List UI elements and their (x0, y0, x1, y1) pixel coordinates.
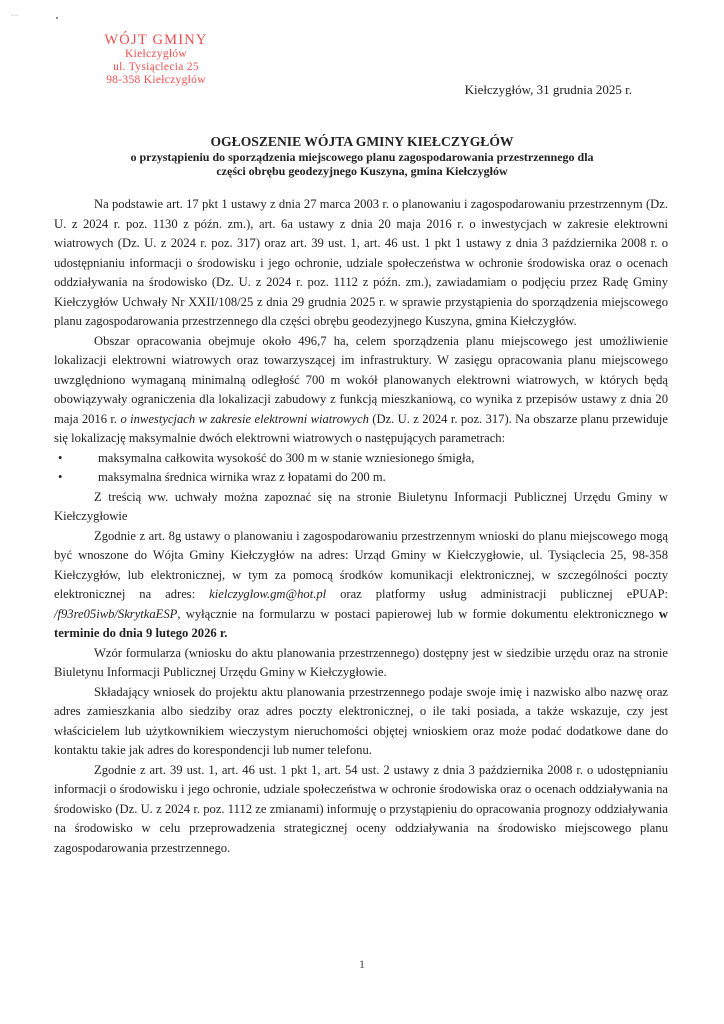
italic-act-title: o inwestycjach w zakresie elektrowni wiatrowych (120, 411, 369, 426)
title-main: OGŁOSZENIE WÓJTA GMINY KIEŁCZYGŁÓW (210, 134, 514, 149)
bullet-icon: • (58, 470, 63, 484)
stamp-line-street: ul. Tysiąclecia 25 (113, 61, 199, 73)
paragraph-bip-reference: Z treścią ww. uchwały można zapoznać się na stronie Biuletynu Informacji Publicznej Urzędu Gminy w Kiełczygłowie (54, 489, 668, 523)
text-span: Zgodnie z art. 8g ustawy o planowaniu i zagospodarowaniu przestrzennym wnioski do planu miejscowego mogą być wnoszone do Wójta Gminy Kiełczygłów na adres: Urząd Gminy w Kiełczygłowie, ul. Tysiąclecia 25, 98-358 Kiełczygłów, lub elektronicznej, w tym za pomocą środków komunikacji elektronicznej, w szczególności poczty elektronicznej na adres: (54, 528, 668, 601)
stamp-line-municipality: Kiełczygłów (124, 48, 188, 60)
list-item-text: maksymalna całkowita wysokość do 300 m w stanie wzniesionego śmigła, (98, 450, 475, 465)
document-date: Kiełczygłów, 31 grudnia 2025 r. (464, 82, 632, 97)
text-span: , wyłącznie na formularzu w postaci papierowej lub w formie dokumentu elektronicznego (177, 606, 659, 621)
official-stamp (98, 32, 214, 87)
title-subtitle-line1: o przystąpieniu do sporządzenia miejscowego planu zagospodarowania przestrzennego dla (130, 150, 594, 164)
paragraph-form-template: Wzór formularza (wniosku do aktu planowania przestrzennego) dostępny jest w siedzibie urzędu oraz na stronie Biuletynu Informacji Publicznej Urzędu Gminy w Kiełczygłowie. (54, 645, 668, 679)
paragraph-applicant-data: Składający wniosek do projektu aktu planowania przestrzennego podaje swoje imię i nazwisko albo nazwę oraz adres zamieszkania albo siedziby oraz adres poczty elektronicznej, o ile taki posiada, a także wskazuje, czy jest właścicielem lub użytkownikiem wieczystym nieruchomości objętej wnioskiem oraz może podać dodatkowe dane do kontaktu takie jak adres do korespondencji lub numer telefonu. (54, 684, 668, 757)
bullet-icon: • (58, 450, 63, 465)
email-link[interactable]: kielczyglow.gm@hot.pl (209, 587, 327, 601)
stamp-line-postal: 98-358 Kiełczygłów (106, 74, 206, 86)
page-number: 1 (359, 957, 365, 971)
scan-artifact: ▫▫▫ (11, 14, 20, 19)
document-body (54, 195, 668, 858)
stamp-line-title: WÓJT GMINY (104, 32, 208, 48)
paragraph-legal-basis: Na podstawie art. 17 pkt 1 ustawy z dnia 27 marca 2003 r. o planowaniu i zagospodarowaniu przestrzennym (Dz. U. z 2024 r. poz. 1130 z późn. zm.), art. 6a ustawy z dnia 20 maja 2016 r. o inwestycjach w zakresie elektrowni wiatrowych (Dz. U. z 2024 r. poz. 317) oraz art. 39 ust. 1, art. 46 ust. 1 pkt 1 ustawy z dnia 3 października 2008 r. o udostępnianiu informacji o środowisku i jego ochronie, udziale społeczeństwa w ochronie środowiska oraz o ocenach oddziaływania na środowisko (Dz. U. z 2024 r. poz. 1112 z późn. zm.), zawiadamiam o podjęciu przez Radę Gminy Kiełczygłów Uchwały Nr XXII/108/25 z dnia 29 grudnia 2025 r. w sprawie przystąpienia do sporządzenia miejscowego planu zagospodarowania przestrzennego dla części obrębu geodezyjnego Kuszyna, gmina Kiełczygłów. (54, 197, 668, 328)
scan-dot (56, 17, 58, 19)
deadline-text: w terminie do dnia 9 lutego 2026 r. (54, 606, 668, 640)
parameters-list (54, 449, 668, 488)
title-subtitle-line2: części obrębu geodezyjnego Kuszyna, gmina Kiełczygłów (216, 164, 508, 178)
list-item (54, 468, 668, 488)
list-item (54, 449, 668, 469)
paragraph-environmental-assessment: Zgodnie z art. 39 ust. 1, art. 46 ust. 1 pkt 1, art. 54 ust. 2 ustawy z dnia 3 października 2008 r. o udostępnianiu informacji o środowisku i jego ochronie, udziale społeczeństwa w ochronie środowiska oraz o ocenach oddziaływania na środowisko (Dz. U. z 2024 r. poz. 1112 ze zmianami) informuję o przystąpieniu do opracowania prognozy oddziaływania na środowisko w celu przeprowadzenia strategicznej oceny oddziaływania na środowisko miejscowego planu zagospodarowania przestrzennego. (54, 762, 668, 855)
text-span: Obszar opracowania obejmuje około 496,7 ha, celem sporządzenia planu miejscowego jest umożliwienie lokalizacji elektrowni wiatrowych oraz towarzyszącej im infrastruktury. W zasięgu opracowania planu miejscowego uwzględniono wymaganą minimalną odległość 700 m wokół planowanych elektrowni wiatrowych, w których będą obowiązywały ograniczenia dla lokalizacji zabudowy z funkcją mieszkaniową, co wynika z przepisów ustawy z dnia 20 maja 2016 r. (54, 333, 668, 426)
paragraph-area-scope (54, 332, 668, 449)
document-title (60, 133, 664, 178)
text-span: oraz platformy usług administracji publicznej ePUAP: (326, 587, 668, 601)
text-span: (Dz. U. z 2024 r. poz. 317). Na obszarze planu przewiduje się lokalizację maksymalnie dwóch elektrowni wiatrowych o następujących parametrach: (54, 411, 668, 445)
list-item-text: maksymalna średnica wirnika wraz z łopatami do 200 m. (98, 470, 386, 484)
paragraph-submission (54, 527, 668, 644)
epuap-address: /f93re05iwb/SkrytkaESP (54, 606, 178, 621)
